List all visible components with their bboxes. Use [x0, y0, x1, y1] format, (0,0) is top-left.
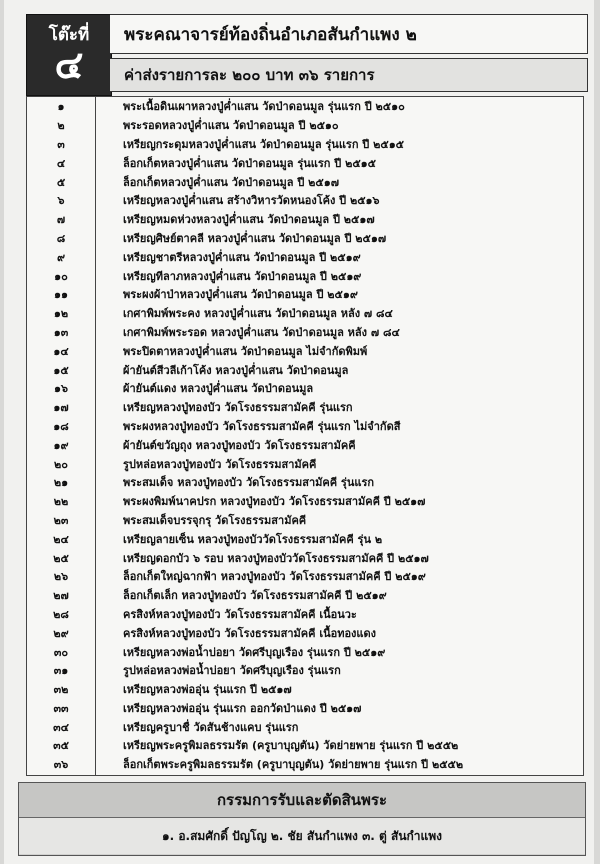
- item-text: รูปหล่อหลวงปู่ทองบัว วัดโรงธรรมสามัคคี: [123, 457, 317, 471]
- list-item: [27, 492, 583, 511]
- catalog-page: [4, 0, 594, 864]
- item-text: เหรียญลายเซ็น หลวงปู่ทองบัววัดโรงธรรมสามัคคี รุ่น ๒: [123, 532, 383, 546]
- list-item: [27, 435, 583, 454]
- list-item: [27, 135, 583, 154]
- item-number: ๒๔: [53, 532, 69, 546]
- list-item: [27, 586, 583, 605]
- item-text: เหรียญดอกบัว ๖ รอบ หลวงปู่ทองบัววัดโรงธรรมสามัคคี ปี ๒๕๑๗: [123, 551, 429, 565]
- list-item: [27, 736, 583, 755]
- item-number: ๒๕: [53, 551, 69, 565]
- item-text: เหรียญหลวงปู่ค่ำแสน สร้างวิหารวัดหนองโค้ง ปี ๒๕๑๖: [123, 194, 380, 208]
- item-number: ๑๘: [53, 419, 69, 433]
- list-item: [27, 304, 583, 323]
- item-number: ๓๒: [53, 683, 69, 697]
- item-number: ๑๕: [53, 363, 69, 377]
- table-number: ๔: [54, 43, 84, 87]
- title-row: [110, 14, 588, 54]
- item-number: ๑๒: [53, 307, 69, 321]
- item-number: ๒๑: [53, 476, 69, 490]
- item-text: เหรียญกระดุมหลวงปู่ค่ำแสน วัดป่าดอนมูล รุ่นแรก ปี ๒๕๑๕: [123, 137, 404, 151]
- item-number: ๑๗: [53, 401, 69, 415]
- list-item: [27, 473, 583, 492]
- item-text: เกศาพิมพ์พระคง หลวงปู่ค่ำแสน วัดป่าดอนมูล หลัง ๗ ๘๔: [123, 307, 393, 321]
- table-label: โต๊ะที่: [48, 25, 90, 45]
- item-number: ๓๔: [53, 720, 69, 734]
- item-number: ๒๗: [53, 589, 69, 603]
- list-item: [27, 210, 583, 229]
- list-item: [27, 623, 583, 642]
- list-item: [27, 266, 583, 285]
- item-text: พระสมเด็จ หลวงปู่ทองบัว วัดโรงธรรมสามัคคี รุ่นแรก: [123, 476, 375, 490]
- item-text: ผ้ายันต์สีวลีเก้าโค้ง หลวงปู่ค่ำแสน วัดป่าดอนมูล: [123, 363, 349, 377]
- item-number: ๓๐: [53, 645, 69, 659]
- list-item: [27, 247, 583, 266]
- list-item: [27, 699, 583, 718]
- item-text: ล็อกเก็ตหลวงปู่ค่ำแสน วัดป่าดอนมูล ปี ๒๕๑๗: [123, 175, 339, 189]
- item-text: พระปิดตาหลวงปู่ค่ำแสน วัดป่าดอนมูล ไม่จำกัดพิมพ์: [123, 344, 368, 358]
- list-item: [27, 529, 583, 548]
- subtitle-row: [110, 58, 588, 92]
- item-text: ผ้ายันต์แดง หลวงปู่ค่ำแสน วัดป่าดอนมูล: [123, 382, 314, 396]
- list-item: [27, 642, 583, 661]
- item-text: รูปหล่อหลวงพ่อน้ำบ่อยา วัดศรีบุญเรือง รุ่นแรก: [123, 664, 341, 678]
- item-number: ๕: [56, 175, 66, 189]
- item-number: ๑๐: [54, 269, 68, 283]
- table-number-box: [26, 14, 112, 96]
- table-header: [18, 6, 584, 90]
- item-text: เหรียญพระครูพิมลธรรมรัต (ครูบาบุญตัน) วัดย่ายพาย รุ่นแรก ปี ๒๕๕๒: [123, 739, 459, 753]
- list-item: [27, 398, 583, 417]
- list-item: [27, 511, 583, 530]
- item-number: ๓๑: [53, 664, 69, 678]
- item-number: ๑๙: [53, 438, 69, 452]
- list-item: [27, 755, 583, 774]
- list-item: [27, 717, 583, 736]
- list-item: [27, 567, 583, 586]
- item-text: พระผงหลวงปู่ทองบัว วัดโรงธรรมสามัคคี รุ่นแรก ไม่จำกัดสี: [123, 419, 401, 433]
- item-number: ๓๓: [53, 701, 69, 715]
- item-number: ๔: [56, 156, 66, 170]
- item-text: ล็อกเก็ตเล็ก หลวงปู่ทองบัว วัดโรงธรรมสามัคคี ปี ๒๕๑๙: [123, 589, 387, 603]
- item-number: ๒: [57, 119, 65, 133]
- item-text: พระสมเด็จบรรจุกรุ วัดโรงธรรมสามัคคี: [123, 513, 307, 527]
- item-number: ๓: [57, 137, 65, 151]
- item-number: ๙: [56, 250, 66, 264]
- item-number: ๓๖: [53, 758, 69, 772]
- item-number: ๑๑: [54, 288, 68, 302]
- item-number: ๓๕: [53, 739, 69, 753]
- list-item: [27, 379, 583, 398]
- item-number: ๒๘: [53, 607, 69, 621]
- list-item: [27, 153, 583, 172]
- list-item: [27, 285, 583, 304]
- item-text: พระเนื้อดินเผาหลวงปู่ค่ำแสน วัดป่าดอนมูล รุ่นแรก ปี ๒๕๑๐: [123, 100, 405, 114]
- item-number: ๒๒: [53, 495, 69, 509]
- committee-members: ๑. อ.สมศักดิ์ ปัญโญ ๒. ชัย สันกำแพง ๓. ตู่ สันกำแพง: [19, 818, 585, 854]
- item-number: ๑๓: [53, 325, 69, 339]
- item-number: ๗: [56, 213, 66, 227]
- item-text: ผ้ายันต์ขวัญถุง หลวงปู่ทองบัว วัดโรงธรรมสามัคคี: [123, 438, 356, 452]
- item-text: ล็อกเก็ตใหญ่ฉากฟ้า หลวงปู่ทองบัว วัดโรงธรรมสามัคคี ปี ๒๕๑๙: [123, 570, 426, 584]
- item-number: ๑: [57, 100, 65, 114]
- item-text: เหรียญทีลาภหลวงปู่ค่ำแสน วัดป่าดอนมูล ปี ๒๕๑๙: [123, 269, 362, 283]
- item-list: [26, 96, 584, 776]
- item-text: ล็อกเก็ตพระครูพิมลธรรมรัต (ครูบาบุญตัน) วัดย่ายพาย รุ่นแรก ปี ๒๕๕๒: [123, 758, 464, 772]
- item-text: ครสิงห์หลวงปู่ทองบัว วัดโรงธรรมสามัคคี เนื้อทองแดง: [123, 626, 377, 640]
- item-text: เหรียญหลวงพ่ออุ่น รุ่นแรก ปี ๒๕๑๗: [123, 683, 292, 697]
- item-text: เหรียญครูบาชื่ วัดสันช้างแคบ รุ่นแรก: [123, 720, 299, 734]
- list-item: [27, 454, 583, 473]
- item-text: เกศาพิมพ์พระรอด หลวงปู่ค่ำแสน วัดป่าดอนมูล หลัง ๗ ๘๔: [123, 325, 400, 339]
- item-number: ๒๙: [53, 626, 69, 640]
- committee-title: กรรมการรับและตัดสินพระ: [19, 783, 585, 818]
- item-number: ๒๐: [54, 457, 68, 471]
- list-item: [27, 341, 583, 360]
- item-number: ๒๖: [53, 570, 69, 584]
- list-item: [27, 97, 583, 116]
- list-item: [27, 191, 583, 210]
- list-item: [27, 116, 583, 135]
- item-text: เหรียญศิษย์ตาคลี หลวงปู่ค่ำแสน วัดป่าดอนมูล ปี ๒๕๑๗: [123, 231, 387, 245]
- page-subtitle: ค่าส่งรายการละ ๒๐๐ บาท ๓๖ รายการ: [124, 66, 375, 84]
- item-text: เหรียญหลวงปู่ทองบัว วัดโรงธรรมสามัคคี รุ่นแรก: [123, 401, 353, 415]
- list-item: [27, 323, 583, 342]
- item-text: เหรียญหลวงพ่อน้ำบ่อยา วัดศรีบุญเรือง รุ่นแรก ปี ๒๕๑๙: [123, 645, 386, 659]
- item-number: ๒๓: [53, 513, 69, 527]
- item-number: ๑๖: [54, 382, 68, 396]
- item-text: ล็อกเก็ตหลวงปู่ค่ำแสน วัดป่าดอนมูล รุ่นแรก ปี ๒๕๑๕: [123, 156, 376, 170]
- item-number: ๑๔: [53, 344, 69, 358]
- list-item: [27, 661, 583, 680]
- item-text: ครสิงห์หลวงปู่ทองบัว วัดโรงธรรมสามัคคี เนื้อนวะ: [123, 607, 357, 621]
- list-item: [27, 417, 583, 436]
- item-text: เหรียญชาตรีหลวงปู่ค่ำแสน วัดป่าดอนมูล ปี ๒๕๑๙: [123, 250, 361, 264]
- list-item: [27, 360, 583, 379]
- item-text: พระผงพิมพ์นาคปรก หลวงปู่ทองบัว วัดโรงธรรมสามัคคี ปี ๒๕๑๗: [123, 495, 426, 509]
- list-item: [27, 605, 583, 624]
- list-item: [27, 229, 583, 248]
- item-text: พระผงผ้าป่าหลวงปู่ค่ำแสน วัดป่าดอนมูล ปี ๒๕๑๙: [123, 288, 358, 302]
- item-text: พระรอดหลวงปู่ค่ำแสน วัดป่าดอนมูล ปี ๒๕๑๐: [123, 119, 339, 133]
- committee-box: [18, 782, 586, 856]
- list-item: [27, 680, 583, 699]
- item-number: ๘: [56, 231, 66, 245]
- page-title: พระคณาจารย์ท้องถิ่นอำเภอสันกำแพง ๒: [124, 24, 417, 45]
- item-number: ๖: [57, 194, 65, 208]
- item-text: เหรียญหมดห่วงหลวงปู่ค่ำแสน วัดป่าดอนมูล ปี ๒๕๑๗: [123, 213, 375, 227]
- list-item: [27, 172, 583, 191]
- list-item: [27, 548, 583, 567]
- item-text: เหรียญหลวงพ่ออุ่น รุ่นแรก ออกวัดป่าแดง ปี ๒๕๑๗: [123, 701, 362, 715]
